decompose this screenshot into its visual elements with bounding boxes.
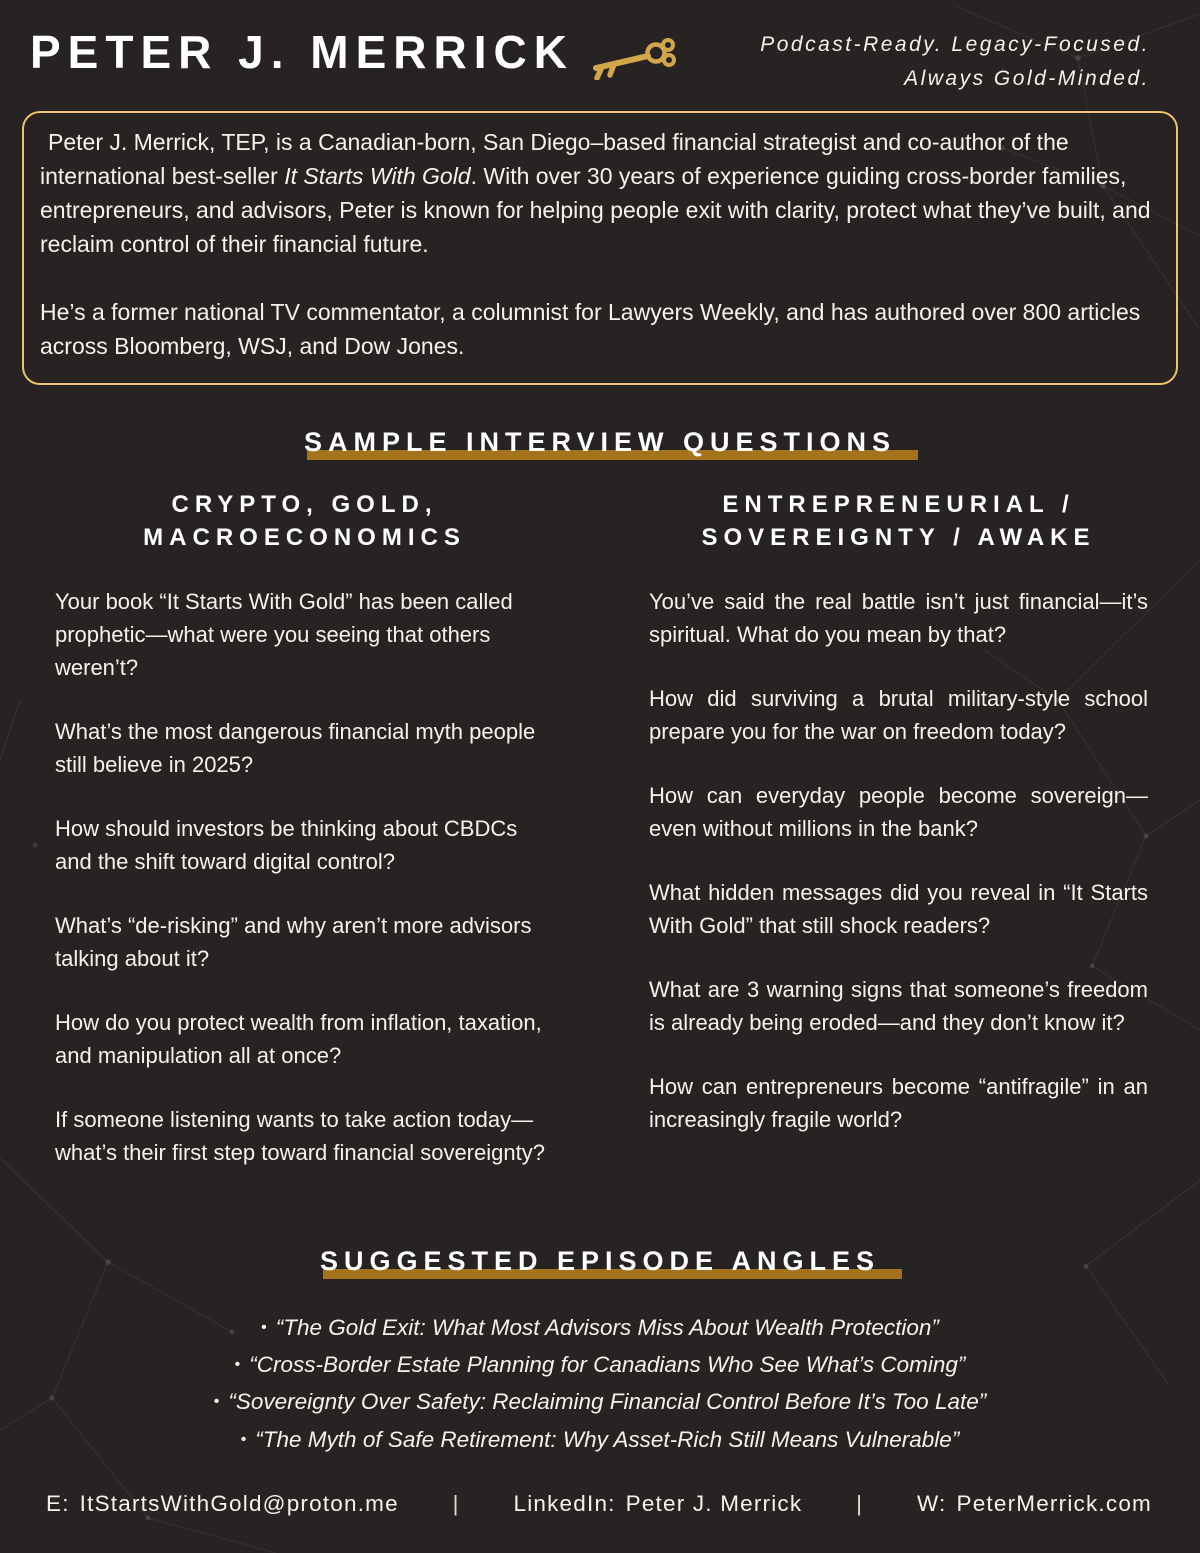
divider: | [452,1491,460,1516]
interview-section-title: SAMPLE INTERVIEW QUESTIONS [303,427,897,458]
tagline-line-1: Podcast-Ready. Legacy-Focused. [760,33,1150,56]
bullet-icon: • [234,1355,241,1373]
episode-title: “The Myth of Safe Retirement: Why Asset-Rich Still Means Vulnerable” [255,1426,960,1452]
column-entrepreneurial-sovereignty-awake [649,488,1148,1199]
column-heading-right [649,488,1148,554]
bio-box [22,111,1178,385]
episode-angles-list [0,1309,1200,1458]
bio-paragraph-1 [40,125,1156,261]
interview-section-title-wrap [0,427,1200,458]
bio-text-before: Peter J. Merrick, TEP, is a Canadian-born, San Diego–based financial strategist and co-author of the international best-seller [40,129,1069,190]
episode-title: “Sovereignty Over Safety: Reclaiming Financial Control Before It’s Too Late” [228,1389,987,1415]
contact-linkedin [513,1491,802,1517]
question: Your book “It Starts With Gold” has been called prophetic—what were you seeing that others weren’t? [55,588,513,680]
name-row [30,24,678,80]
website-label: W: [917,1491,947,1516]
column-crypto-gold-macroeconomics [55,488,554,1199]
question: What’s “de-risking” and why aren’t more advisors talking about it? [55,912,532,971]
column-heading-right-line-1: ENTREPRENEURIAL / [722,491,1075,519]
episode-item [0,1421,1200,1458]
contact-email [46,1491,399,1517]
question: What’s the most dangerous financial myth people still believe in 2025? [55,718,536,777]
column-heading-left [55,488,554,554]
bullet-icon: • [213,1393,220,1411]
website-value: PeterMerrick.com [956,1491,1152,1516]
episode-title: “Cross-Border Estate Planning for Canadians Who See What’s Coming” [249,1351,966,1377]
episodes-section-title-wrap [0,1246,1200,1277]
email-label: E: [46,1491,70,1516]
column-heading-left-line-2: MACROECONOMICS [143,524,466,552]
question: How should investors be thinking about CBDCs and the shift toward digital control? [55,815,518,874]
question: How can entrepreneurs become “antifragile” in an increasingly fragile world? [649,1073,1148,1132]
episode-item [0,1383,1200,1420]
footer-contact [0,1491,1200,1517]
question: If someone listening wants to take action today—what’s their first step toward financial sovereignty? [55,1106,545,1165]
episode-title: “The Gold Exit: What Most Advisors Miss About Wealth Protection” [275,1314,939,1340]
contact-website [917,1491,1152,1517]
question: You’ve said the real battle isn’t just financial—it’s spiritual. What do you mean by that? [649,588,1148,647]
bio-text-after: . With over 30 years of experience guiding cross-border families, entrepreneurs, and advisors, Peter is known for helping people exit with clarity, protect what they’ve built, and reclaim control of their financial future. [40,163,1151,258]
tagline [760,24,1150,95]
email-value: ItStartsWithGold@proton.me [79,1491,399,1516]
linkedin-value: Peter J. Merrick [625,1491,803,1516]
gold-key-icon [590,34,678,80]
episode-item [0,1309,1200,1346]
column-heading-left-line-1: CRYPTO, GOLD, [171,491,438,519]
tagline-line-2: Always Gold-Minded. [904,66,1150,90]
question: How can everyday people become sovereign—even without millions in the bank? [649,782,1148,841]
book-title: It Starts With Gold [284,163,471,190]
bullet-icon: • [261,1318,267,1336]
question: What are 3 warning signs that someone’s freedom is already being eroded—and they don’t know it? [649,976,1148,1035]
bullet-icon: • [240,1430,247,1448]
interview-questions-section [0,488,1200,1199]
episode-item [0,1346,1200,1383]
linkedin-label: LinkedIn: [513,1491,616,1516]
question: How do you protect wealth from inflation, taxation, and manipulation all at once? [55,1009,542,1068]
header [0,0,1200,95]
bio-paragraph-2: He’s a former national TV commentator, a columnist for Lawyers Weekly, and has authored over 800 articles across Bloomberg, WSJ, and Dow Jones. [40,299,1141,360]
question: How did surviving a brutal military-style school prepare you for the war on freedom today? [649,685,1148,744]
question: What hidden messages did you reveal in “It Starts With Gold” that still shock readers? [649,879,1148,938]
column-heading-right-line-2: SOVEREIGNTY / AWAKE [701,524,1096,552]
episodes-section-title: SUGGESTED EPISODE ANGLES [319,1245,881,1276]
divider: | [856,1491,864,1516]
page-title: PETER J. MERRICK [30,26,574,78]
